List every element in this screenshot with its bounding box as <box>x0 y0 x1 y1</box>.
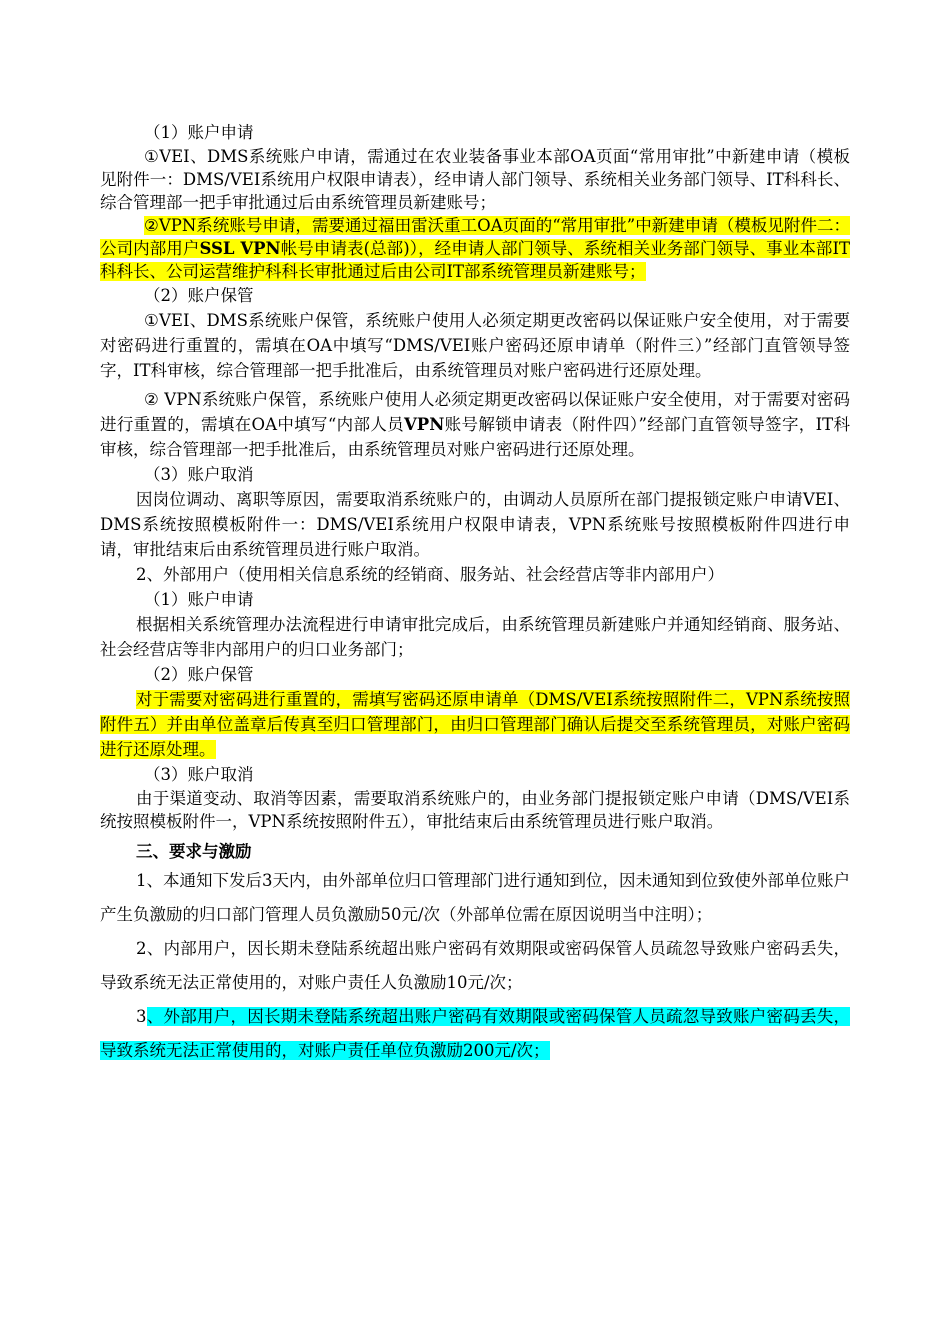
section-account-custody-heading: （2）账户保管 <box>144 286 254 305</box>
paragraph-vei-dms-apply: ①VEI、DMS系统账户申请，需通过在农业装备事业本部OA页面“常用审批”中新建申请（模板见附件一：DMS/VEI系统用户权限申请表），经申请人部门领导、系统相关业务部门领导、IT科科长、综合管理部一把手审批通过后由系统管理员新建账号； <box>100 147 850 212</box>
paragraph-external-custody <box>100 687 850 762</box>
paragraph-rule-1: 1、本通知下发后3天内，由外部单位归口管理部门进行通知到位，因未通知到位致使外部单位账户产生负激励的归口部门管理人员负激励50元/次（外部单位需在原因说明当中注明）； <box>100 871 850 924</box>
section-three-heading: 三、要求与激励 <box>136 842 252 861</box>
highlight-vpn-apply-ssl: SSL VPN <box>199 239 281 258</box>
paragraph-vpn-custody <box>100 387 850 462</box>
section-external-custody-heading: （2）账户保管 <box>144 665 254 684</box>
paragraph-vei-dms-custody: ①VEI、DMS系统账户保管，系统账户使用人必须定期更改密码以保证账户安全使用，对于需要对密码进行重置的，需填在OA中填写“DMS/VEI账户密码还原申请单（附件三）”经部门直管领导签字，IT科审核，综合管理部一把手批准后，由系统管理员对账户密码进行还原处理。 <box>100 311 850 380</box>
highlight-rule-3: 、外部用户，因长期未登陆系统超出账户密码有效期限或密码保管人员疏忽导致账户密码丢失，导致系统无法正常使用的，对账户责任单位负激励200元/次； <box>100 1007 850 1060</box>
paragraph-rule-2: 2、内部用户，因长期未登陆系统超出账户密码有效期限或密码保管人员疏忽导致账户密码丢失，导致系统无法正常使用的，对账户责任人负激励10元/次； <box>100 939 850 992</box>
paragraph-external-cancel: 由于渠道变动、取消等因素，需要取消系统账户的，由业务部门提报锁定账户申请（DMS/VEI系统按照模板附件一，VPN系统按照附件五），审批结束后由系统管理员进行账户取消。 <box>100 789 850 831</box>
section-external-apply-heading: （1）账户申请 <box>144 590 254 609</box>
section-external-users-heading: 2、外部用户（使用相关信息系统的经销商、服务站、社会经营店等非内部用户） <box>136 565 724 584</box>
highlight-external-custody: 对于需要对密码进行重置的，需填写密码还原申请单（DMS/VEI系统按照附件二，VPN系统按照附件五）并由单位盖章后传真至归口管理部门，由归口管理部门确认后提交至系统管理员，对账户密码进行还原处理。 <box>100 690 850 759</box>
highlight-vpn-apply-1: ②VPN系统账号申请，需要通过福田雷沃重工OA页面的“常用审批”中新建申请（模板见附件二：公司内部用户 <box>100 216 850 258</box>
paragraph-internal-cancel: 因岗位调动、离职等原因，需要取消系统账户的，由调动人员原所在部门提报锁定账户申请VEI、DMS系统按照模板附件一：DMS/VEI系统用户权限申请表，VPN系统账号按照模板附件四进行申请，审批结束后由系统管理员进行账户取消。 <box>100 490 850 559</box>
vpn-custody-text-1: ② VPN系统账户保管，系统账户使用人必须定期更改密码以保证账户安全使用，对于需要对密码进行重置的，需填在OA中填写“内部人员 <box>100 390 850 434</box>
vpn-custody-vpn: VPN <box>404 415 445 434</box>
section-account-apply-heading: （1）账户申请 <box>144 123 254 142</box>
highlight-vpn-apply-2: 帐号申请表(总部)），经申请人部门领导、系统相关业务部门领导、事业本部IT科科长、公司运营维护科科长审批通过后由公司IT部系统管理员新建账号； <box>100 239 850 281</box>
vpn-custody-text-2: 账号解锁申请表（附件四）”经部门直管领导签字，IT科审核，综合管理部一把手批准后，由系统管理员对账户密码进行还原处理。 <box>100 415 850 459</box>
paragraph-vpn-apply <box>100 214 850 283</box>
section-external-cancel-heading: （3）账户取消 <box>144 765 254 784</box>
paragraph-rule-3 <box>100 1000 850 1068</box>
rule-3-number: 3 <box>136 1007 147 1026</box>
section-account-cancel-heading: （3）账户取消 <box>144 465 254 484</box>
paragraph-external-apply: 根据相关系统管理办法流程进行申请审批完成后，由系统管理员新建账户并通知经销商、服务站、社会经营店等非内部用户的归口业务部门； <box>100 615 850 659</box>
document-page <box>100 120 850 1068</box>
